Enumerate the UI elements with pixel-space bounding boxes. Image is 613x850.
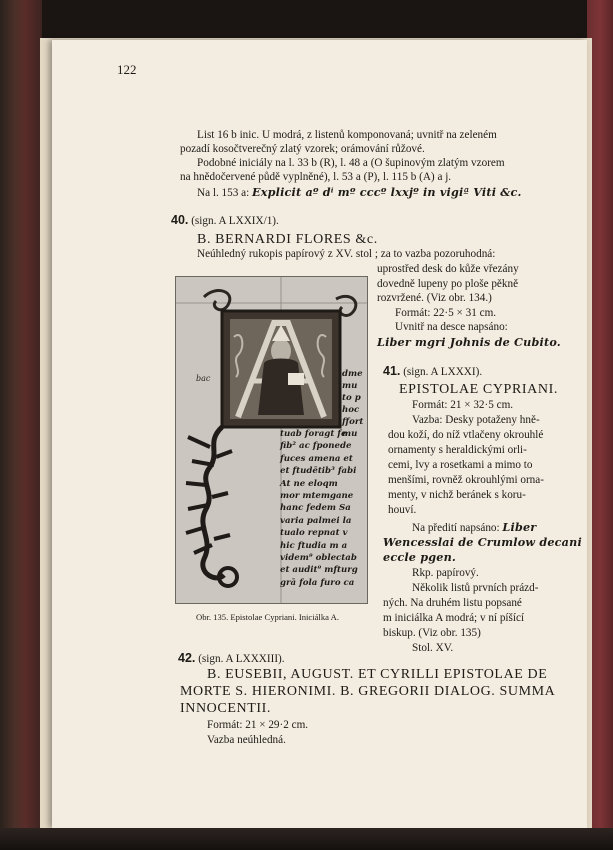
entry-41-title: EPISTOLAE CYPRIANI. bbox=[399, 382, 558, 397]
intro-line-5-prefix: Na l. 153 a: bbox=[197, 187, 250, 199]
entry-41-line-7: menty, v nichž beránek s koru- bbox=[388, 489, 526, 501]
entry-40-inscription: Liber mgri Johnis de Cubito. bbox=[377, 335, 561, 349]
manuscript-line: et ftudētib³ fabi bbox=[280, 466, 357, 477]
entry-40-line-2: uprostřed desk do kůže vřezány bbox=[377, 263, 519, 275]
page-number: 122 bbox=[117, 62, 137, 77]
manuscript-line: fuces amena et bbox=[280, 453, 353, 464]
entry-40-sign: (sign. A LXXIX/1). bbox=[191, 215, 279, 227]
manuscript-line: varia palmei la bbox=[280, 515, 352, 526]
entry-41-line-9 bbox=[412, 520, 536, 536]
entry-40-line-3: dovedně lupeny po ploše pěkně bbox=[377, 278, 519, 290]
entry-41-on-edge: Na předití napsáno: bbox=[412, 522, 500, 534]
entry-42-title-line-3: INNOCENTII. bbox=[180, 701, 271, 716]
entry-41-rkp: Rkp. papírový. bbox=[412, 567, 479, 579]
entry-41-format: Formát: 21 × 32·5 cm. bbox=[412, 399, 514, 411]
entry-41-line-14: biskup. (Viz obr. 135) bbox=[383, 627, 481, 639]
entry-41-line-4: ornamenty s heraldickými orli- bbox=[388, 444, 527, 456]
entry-40-line-6: Uvnitř na desce napsáno: bbox=[395, 321, 508, 333]
manuscript-line: grā fola furo ca bbox=[280, 577, 355, 588]
manuscript-line: to p bbox=[342, 393, 361, 403]
entry-41-line-13: m iniciálka A modrá; v ní píšící bbox=[383, 612, 525, 624]
manuscript-line: tuab foragt fe bbox=[280, 429, 347, 439]
entry-41-line-5: cemi, lvy a rosetkami a mimo to bbox=[388, 459, 533, 471]
entry-42-number: 42. bbox=[178, 651, 196, 665]
entry-42-sign: (sign. A LXXXIII). bbox=[198, 653, 285, 665]
manuscript-line: mu bbox=[342, 381, 358, 391]
entry-40-heading bbox=[171, 212, 279, 229]
intro-line-2: pozadí kosočtverečný zlatý vzorek; orámování růžové. bbox=[180, 143, 425, 155]
manuscript-figure bbox=[175, 276, 368, 604]
explicit-inscription: Explicit aº dⁱ mº cccº lxxjº in vigiª Viti &c. bbox=[252, 185, 522, 199]
entry-41-inscription-a: Liber bbox=[502, 520, 537, 534]
figure-caption: Obr. 135. Epistolae Cypriani. Iniciálka A. bbox=[196, 612, 339, 622]
manuscript-line: hic ftudia m a bbox=[280, 540, 348, 551]
entry-41-line-8: houví. bbox=[388, 504, 417, 516]
intro-line-1: List 16 b inic. U modrá, z listenů komponovaná; uvnitř na zeleném bbox=[197, 129, 497, 141]
entry-40-number: 40. bbox=[171, 213, 189, 227]
manuscript-line: fib² ac fponede bbox=[280, 441, 352, 452]
entry-41-line-11: Několik listů prvních prázd- bbox=[412, 582, 539, 594]
book-binding-bottom bbox=[0, 828, 613, 850]
manuscript-line: mor mtemgane bbox=[280, 491, 354, 501]
bishop-robe bbox=[258, 359, 304, 416]
entry-41-line-6: menšími, rovněž okrouhlými orna- bbox=[388, 474, 544, 486]
entry-41-line-2: Vazba: Desky potaženy hně- bbox=[412, 414, 540, 426]
entry-40-format: Formát: 22·5 × 31 cm. bbox=[395, 307, 497, 319]
entry-41-century: Stol. XV. bbox=[412, 642, 454, 654]
entry-42-binding: Vazba neúhledná. bbox=[207, 734, 286, 746]
manuscript-line: ffort bbox=[342, 417, 364, 427]
entry-41-inscription-c: eccle pgen. bbox=[383, 550, 456, 564]
manuscript-line: mu bbox=[342, 429, 358, 439]
entry-41-line-3: dou koží, do níž vtlačeny okrouhlé bbox=[388, 429, 544, 441]
entry-41-inscription-b: Wencesslai de Crumlow decani bbox=[383, 535, 582, 549]
entry-40-title: B. BERNARDI FLORES &c. bbox=[197, 232, 378, 247]
manuscript-line: hoc bbox=[342, 405, 360, 415]
intro-line-4: na hnědočervené půdě vyplněné), l. 53 a (P), l. 115 b (A) a j. bbox=[180, 171, 452, 183]
entry-42-heading bbox=[178, 650, 285, 667]
manuscript-line: tualo repnat v bbox=[280, 528, 348, 539]
manuscript-line: dme bbox=[342, 369, 363, 379]
book-binding-left bbox=[0, 0, 42, 850]
marginal-note: bac bbox=[196, 374, 211, 383]
intro-line-5 bbox=[197, 185, 522, 201]
entry-42-title-line-2: MORTE S. HIERONIMI. B. GREGORII DIALOG. SUMMA bbox=[180, 684, 556, 699]
manuscript-line: et audit⁹ mfturg bbox=[280, 565, 358, 576]
entry-41-number: 41. bbox=[383, 364, 401, 378]
manuscript-line: videm⁹ oblectab bbox=[280, 553, 357, 563]
intro-line-3: Podobné iniciály na l. 33 b (R), l. 48 a (O šupinovým zlatým vzorem bbox=[197, 157, 505, 169]
entry-40-line-1: Neúhledný rukopis papírový z XV. stol ; za to vazba pozoruhodná: bbox=[197, 248, 496, 260]
manuscript-line: hanc fedem Sa bbox=[280, 503, 351, 514]
manuscript-line: At ne eloqm bbox=[280, 478, 338, 489]
entry-41-sign: (sign. A LXXXI). bbox=[403, 366, 483, 378]
entry-41-line-12: ných. Na druhém listu popsané bbox=[383, 597, 522, 609]
entry-41-heading bbox=[383, 363, 482, 380]
bishop-book bbox=[288, 373, 304, 385]
entry-42-format: Formát: 21 × 29·2 cm. bbox=[207, 719, 309, 731]
entry-42-title-line-1: B. EUSEBII, AUGUST. ET CYRILLI EPISTOLAE DE bbox=[207, 667, 548, 682]
entry-40-line-4: rozvržené. (Viz obr. 134.) bbox=[377, 292, 492, 304]
